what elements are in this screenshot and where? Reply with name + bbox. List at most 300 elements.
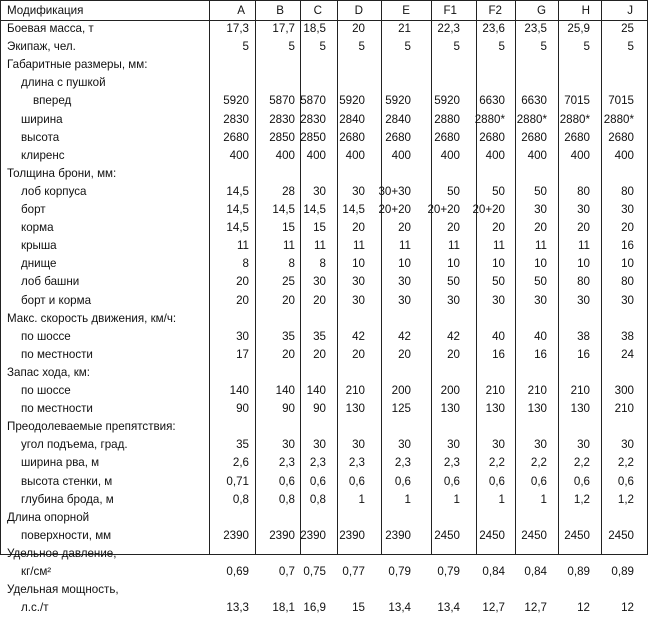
table-cell: 30: [577, 438, 590, 452]
table-cell: 30+30: [378, 184, 411, 198]
table-cell: 130: [527, 402, 547, 416]
table-row: [1, 581, 647, 599]
table-cell: 23,5: [524, 22, 547, 35]
table-cell: 0,89: [567, 565, 590, 578]
table-cell: 2390: [223, 528, 249, 542]
column-header-d: D: [354, 4, 363, 17]
table-cell: 0,6: [443, 474, 460, 488]
table-cell: 20: [447, 347, 460, 361]
table-cell: 80: [577, 184, 590, 198]
table-cell: 10: [398, 257, 411, 271]
table-cell: 130: [485, 402, 505, 416]
row-label: высота: [21, 130, 60, 144]
table-row: [1, 183, 647, 201]
table-row: [1, 237, 647, 255]
table-cell: 30: [313, 438, 326, 452]
table-cell: 30: [236, 329, 249, 343]
table-cell: 20: [352, 221, 365, 235]
table-cell: 0,84: [482, 565, 505, 578]
table-cell: 2450: [479, 528, 505, 542]
table-cell: 400: [345, 148, 365, 162]
table-cell: 7015: [564, 94, 590, 108]
table-cell: 130: [440, 402, 460, 416]
table-cell: 300: [614, 384, 634, 397]
table-cell: 2,6: [232, 456, 249, 470]
table-cell: 5: [242, 40, 249, 54]
table-row: [1, 328, 647, 346]
table-cell: 140: [229, 384, 249, 397]
table-cell: 20: [282, 293, 295, 307]
table-cell: 400: [527, 148, 547, 162]
table-cell: 2,3: [443, 456, 460, 470]
table-cell: 80: [621, 275, 634, 289]
table-cell: 210: [614, 402, 634, 416]
table-cell: 30: [534, 438, 547, 452]
row-label: борт: [21, 203, 46, 216]
table-cell: 11: [534, 239, 547, 253]
table-cell: 14,5: [226, 221, 249, 235]
table-row: [1, 219, 647, 237]
table-cell: 22,3: [437, 22, 460, 35]
table-cell: 210: [345, 384, 365, 397]
table-cell: 400: [614, 148, 634, 162]
table-cell: 2680: [223, 130, 249, 144]
table-cell: 2880*: [559, 112, 590, 126]
table-cell: 8: [319, 257, 326, 271]
table-cell: 1: [358, 492, 365, 506]
table-cell: 20: [398, 221, 411, 235]
table-cell: 80: [621, 184, 634, 198]
table-row: [1, 545, 647, 563]
table-row: [1, 563, 647, 581]
table-cell: 16: [492, 347, 505, 361]
table-cell: 5: [288, 40, 295, 54]
table-header: [1, 1, 647, 21]
row-label: Длина опорной: [7, 510, 90, 524]
table-cell: 5: [453, 40, 460, 54]
table-cell: 16: [534, 347, 547, 361]
table-cell: 30: [398, 438, 411, 452]
table-cell: 16,9: [303, 601, 326, 615]
row-label: лоб башни: [21, 275, 80, 289]
table-cell: 28: [282, 184, 295, 198]
table-cell: 16: [621, 239, 634, 253]
row-label: Удельная мощность,: [7, 583, 119, 597]
table-cell: 0,6: [309, 474, 326, 488]
table-cell: 0,71: [226, 474, 249, 488]
table-cell: 2680: [608, 130, 634, 144]
table-cell: 2450: [564, 528, 590, 542]
table-cell: 8: [242, 257, 249, 271]
table-cell: 125: [391, 402, 411, 416]
table-cell: 5: [498, 40, 505, 54]
table-cell: 0,6: [348, 474, 365, 488]
table-cell: 90: [282, 402, 295, 416]
row-label: днище: [21, 257, 57, 271]
table-cell: 20: [236, 293, 249, 307]
table-cell: 30: [534, 293, 547, 307]
table-row: [1, 382, 647, 400]
table-cell: 200: [391, 384, 411, 397]
table-cell: 2880*: [516, 112, 547, 126]
table-cell: 25: [282, 275, 295, 289]
table-cell: 2840: [385, 112, 411, 126]
table-cell: 0,75: [303, 565, 326, 578]
table-row: [1, 74, 647, 92]
table-cell: 0,8: [232, 492, 249, 506]
table-cell: 400: [570, 148, 590, 162]
table-cell: 1: [453, 492, 460, 506]
table-cell: 10: [352, 257, 365, 271]
table-cell: 10: [577, 257, 590, 271]
table-cell: 11: [352, 239, 365, 253]
table-cell: 2,3: [348, 456, 365, 470]
table-cell: 1: [540, 492, 547, 506]
table-cell: 400: [229, 148, 249, 162]
table-row: [1, 292, 647, 310]
row-label: Толщина брони, мм:: [7, 166, 117, 180]
table-cell: 5870: [269, 94, 295, 108]
table-cell: 2,2: [573, 456, 590, 470]
table-cell: 20: [313, 347, 326, 361]
table-cell: 10: [534, 257, 547, 271]
table-cell: 20: [534, 221, 547, 235]
table-cell: 2830: [300, 112, 326, 126]
table-cell: 0,77: [342, 565, 365, 578]
table-cell: 17,7: [272, 22, 295, 35]
table-cell: 0,6: [617, 474, 634, 488]
table-row: [1, 346, 647, 364]
table-cell: 42: [398, 329, 411, 343]
table-cell: 0,79: [388, 565, 411, 578]
table-cell: 30: [352, 293, 365, 307]
table-cell: 42: [447, 329, 460, 343]
table-cell: 18,1: [272, 601, 295, 615]
table-cell: 210: [570, 384, 590, 397]
table-cell: 50: [492, 275, 505, 289]
table-cell: 20+20: [472, 203, 505, 216]
table-cell: 2,3: [309, 456, 326, 470]
table-cell: 2390: [300, 528, 326, 542]
table-cell: 20+20: [378, 203, 411, 216]
table-row: [1, 473, 647, 491]
table-cell: 0,84: [524, 565, 547, 578]
table-cell: 6630: [479, 94, 505, 108]
table-cell: 2850: [300, 130, 326, 144]
table-cell: 20: [282, 347, 295, 361]
table-cell: 20: [352, 22, 365, 35]
table-cell: 24: [621, 347, 634, 361]
table-cell: 2830: [269, 112, 295, 126]
table-cell: 5: [319, 40, 326, 54]
table-cell: 15: [352, 601, 365, 615]
table-row: [1, 56, 647, 74]
table-cell: 140: [275, 384, 295, 397]
row-label: корма: [21, 221, 54, 235]
table-cell: 30: [492, 438, 505, 452]
table-cell: 5: [540, 40, 547, 54]
table-cell: 130: [570, 402, 590, 416]
row-label: угол подъема, град.: [21, 438, 128, 452]
table-cell: 10: [447, 257, 460, 271]
table-cell: 40: [534, 329, 547, 343]
table-cell: 90: [236, 402, 249, 416]
table-cell: 30: [621, 438, 634, 452]
column-header-f1: F1: [443, 4, 457, 17]
table-cell: 30: [577, 293, 590, 307]
table-cell: 0,6: [573, 474, 590, 488]
table-cell: 1,2: [573, 492, 590, 506]
table-cell: 30: [398, 275, 411, 289]
table-cell: 35: [282, 329, 295, 343]
table-cell: 50: [534, 184, 547, 198]
table-cell: 5: [358, 40, 365, 54]
table-cell: 11: [282, 239, 295, 253]
table-cell: 12: [577, 601, 590, 615]
table-row: [1, 599, 647, 617]
table-cell: 2680: [385, 130, 411, 144]
table-cell: 90: [313, 402, 326, 416]
table-cell: 25,9: [567, 22, 590, 35]
table-row: [1, 418, 647, 436]
table-cell: 2450: [521, 528, 547, 542]
table-cell: 2680: [521, 130, 547, 144]
table-cell: 5: [583, 40, 590, 54]
table-cell: 50: [447, 275, 460, 289]
table-cell: 38: [621, 329, 634, 343]
table-cell: 2,2: [617, 456, 634, 470]
column-header-a: A: [237, 4, 245, 17]
row-label: по шоссе: [21, 384, 71, 397]
table-cell: 2,3: [394, 456, 411, 470]
table-cell: 17: [236, 347, 249, 361]
table-row: [1, 111, 647, 129]
table-cell: 30: [282, 438, 295, 452]
table-cell: 20: [447, 221, 460, 235]
table-row: [1, 165, 647, 183]
table-cell: 14,5: [226, 203, 249, 216]
table-cell: 2680: [434, 130, 460, 144]
table-cell: 5920: [223, 94, 249, 108]
table-cell: 0,8: [309, 492, 326, 506]
table-cell: 30: [447, 293, 460, 307]
table-row: [1, 436, 647, 454]
table-row: [1, 92, 647, 110]
table-cell: 0,69: [226, 565, 249, 578]
table-row: [1, 491, 647, 509]
table-cell: 20: [236, 275, 249, 289]
table-cell: 2680: [339, 130, 365, 144]
row-label: Экипаж, чел.: [7, 40, 76, 54]
table-cell: 30: [447, 438, 460, 452]
table-cell: 20+20: [427, 203, 460, 216]
table-cell: 130: [345, 402, 365, 416]
table-cell: 2840: [339, 112, 365, 126]
table-row: [1, 310, 647, 328]
table-cell: 400: [485, 148, 505, 162]
table-cell: 0,6: [488, 474, 505, 488]
table-cell: 11: [398, 239, 411, 253]
table-cell: 35: [313, 329, 326, 343]
table-cell: 21: [398, 22, 411, 35]
table-cell: 5920: [385, 94, 411, 108]
table-row: [1, 364, 647, 382]
row-label: ширина рва, м: [21, 456, 100, 470]
table-cell: 400: [275, 148, 295, 162]
row-label: Боевая масса, т: [7, 22, 94, 35]
table-cell: 2680: [479, 130, 505, 144]
table-cell: 210: [527, 384, 547, 397]
column-header-g: G: [536, 4, 546, 17]
table-cell: 1,2: [617, 492, 634, 506]
table-cell: 11: [236, 239, 249, 253]
table-cell: 2830: [223, 112, 249, 126]
table-cell: 2,2: [530, 456, 547, 470]
table-cell: 30: [352, 275, 365, 289]
table-cell: 0,7: [278, 565, 295, 578]
table-cell: 30: [621, 203, 634, 216]
table-cell: 2,3: [278, 456, 295, 470]
table-cell: 15: [313, 221, 326, 235]
row-label: по местности: [21, 402, 93, 416]
table-cell: 2,2: [488, 456, 505, 470]
column-header-c: C: [313, 4, 322, 17]
table-row: [1, 201, 647, 219]
row-label: вперед: [33, 94, 72, 108]
row-label: высота стенки, м: [21, 474, 113, 488]
row-label: Удельное давление,: [7, 546, 117, 560]
table-cell: 20: [352, 347, 365, 361]
table-cell: 5: [627, 40, 634, 54]
column-header-e: E: [402, 4, 410, 17]
table-row: [1, 400, 647, 418]
table-cell: 200: [440, 384, 460, 397]
table-cell: 30: [534, 203, 547, 216]
table-cell: 1: [498, 492, 505, 506]
table-cell: 25: [621, 22, 634, 35]
row-label: Запас хода, км:: [7, 365, 90, 379]
row-label: по местности: [21, 347, 93, 361]
table-row: [1, 273, 647, 291]
table-cell: 30: [492, 293, 505, 307]
table-cell: 30: [398, 293, 411, 307]
table-row: [1, 147, 647, 165]
table-cell: 15: [282, 221, 295, 235]
table-cell: 20: [398, 347, 411, 361]
table-cell: 0,79: [437, 565, 460, 578]
table-cell: 400: [440, 148, 460, 162]
table-cell: 20: [621, 221, 634, 235]
header-label: Модификация: [7, 4, 84, 17]
table-cell: 30: [313, 184, 326, 198]
table-row: [1, 527, 647, 545]
row-label: по шоссе: [21, 329, 71, 343]
table-cell: 14,5: [342, 203, 365, 216]
table-cell: 35: [236, 438, 249, 452]
row-label: поверхности, мм: [21, 528, 112, 542]
table-cell: 40: [492, 329, 505, 343]
table-cell: 13,3: [226, 601, 249, 615]
table-cell: 0,6: [394, 474, 411, 488]
row-label: борт и корма: [21, 293, 92, 307]
row-label: клиренс: [21, 148, 65, 162]
table-cell: 11: [313, 239, 326, 253]
table-cell: 10: [621, 257, 634, 271]
table-cell: 2450: [434, 528, 460, 542]
table-cell: 2880*: [474, 112, 505, 126]
table-cell: 8: [288, 257, 295, 271]
table-cell: 5: [404, 40, 411, 54]
table-cell: 30: [352, 438, 365, 452]
table-cell: 12: [621, 601, 634, 615]
table-cell: 20: [577, 221, 590, 235]
table-cell: 50: [492, 184, 505, 198]
table-cell: 2680: [564, 130, 590, 144]
table-cell: 14,5: [303, 203, 326, 216]
table-cell: 30: [577, 203, 590, 216]
table-cell: 42: [352, 329, 365, 343]
table-cell: 20: [492, 221, 505, 235]
table-cell: 12,7: [524, 601, 547, 615]
table-row: [1, 509, 647, 527]
row-label: глубина брода, м: [21, 492, 114, 506]
row-label: л.с./т: [21, 601, 49, 615]
table-cell: 2450: [608, 528, 634, 542]
table-cell: 20: [313, 293, 326, 307]
table-row: [1, 255, 647, 273]
table-cell: 2880: [434, 112, 460, 126]
table-cell: 210: [485, 384, 505, 397]
row-label: лоб корпуса: [21, 184, 87, 198]
column-header-j: J: [627, 4, 633, 17]
table-cell: 5870: [300, 94, 326, 108]
table-cell: 0,89: [611, 565, 634, 578]
table-cell: 0,6: [530, 474, 547, 488]
table-cell: 50: [534, 275, 547, 289]
table-cell: 18,5: [303, 22, 326, 35]
column-header-b: B: [276, 4, 284, 17]
table-cell: 2390: [339, 528, 365, 542]
table-cell: 2390: [385, 528, 411, 542]
table-cell: 30: [313, 275, 326, 289]
table-cell: 50: [447, 184, 460, 198]
table-cell: 11: [447, 239, 460, 253]
table-row: [1, 129, 647, 147]
table-cell: 17,3: [226, 22, 249, 35]
row-label: длина с пушкой: [21, 76, 106, 90]
table-cell: 6630: [521, 94, 547, 108]
column-header-h: H: [581, 4, 590, 17]
table-row: [1, 20, 647, 38]
table-cell: 12,7: [482, 601, 505, 615]
table-cell: 140: [306, 384, 326, 397]
row-label: крыша: [21, 239, 57, 253]
table-row: [1, 454, 647, 472]
row-label: Макс. скорость движения, км/ч:: [7, 311, 177, 325]
table-cell: 2390: [269, 528, 295, 542]
table-cell: 400: [306, 148, 326, 162]
table-cell: 14,5: [226, 184, 249, 198]
table-cell: 23,6: [482, 22, 505, 35]
row-label: ширина: [21, 112, 63, 126]
row-label: кг/см²: [21, 565, 52, 578]
table-cell: 1: [404, 492, 411, 506]
row-label: Преодолеваемые препятствия:: [7, 420, 176, 434]
table-cell: 7015: [608, 94, 634, 108]
table-cell: 0,6: [278, 474, 295, 488]
table-cell: 400: [391, 148, 411, 162]
table-cell: 13,4: [388, 601, 411, 615]
